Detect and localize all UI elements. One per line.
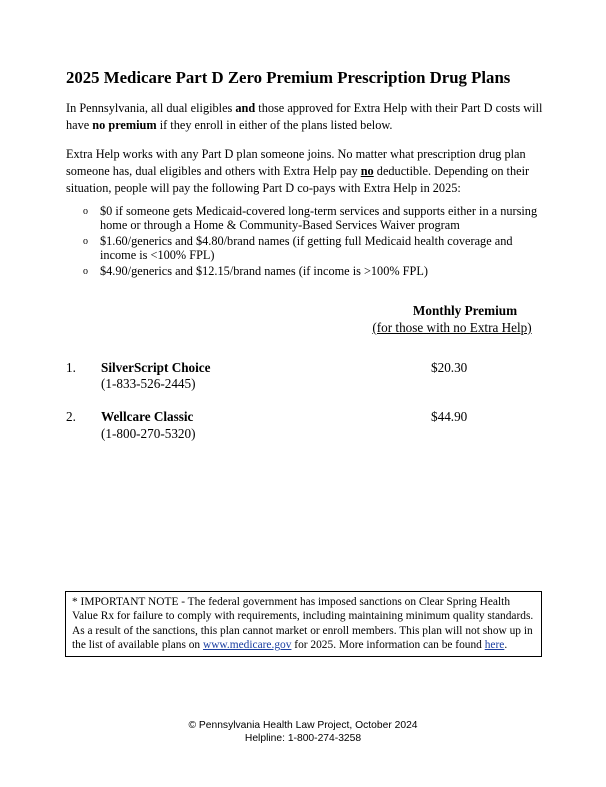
important-note-box: * IMPORTANT NOTE - The federal government has imposed sanctions on Clear Spring Health Value Rx for failure to comply with requirements, including maintaining minimum quality standards. As a result of the sanctions, this plan cannot market or enroll members. This plan will not show up in the list of available plans on www.medicare.gov for 2025. More information can be found here.: [65, 591, 542, 657]
plan-phone: (1-800-270-5320): [101, 426, 196, 441]
plan-number: 2.: [66, 409, 76, 424]
footer: [0, 720, 606, 745]
plan-name: Wellcare Classic: [101, 409, 194, 424]
list-item: o $4.90/generics and $12.15/brand names (if income is >100% FPL): [83, 264, 428, 278]
bullet-circle-icon: o: [83, 206, 88, 217]
intro-paragraph: In Pennsylvania, all dual eligibles and those approved for Extra Help with their Part D costs will have no premium if they enroll in either of the plans listed below.: [66, 101, 543, 132]
plan-premium: $44.90: [431, 409, 468, 424]
bullet-circle-icon: o: [83, 236, 88, 247]
plan-number: 1.: [66, 360, 76, 375]
extra-help-paragraph: Extra Help works with any Part D plan someone joins. No matter what prescription drug plan someone has, dual eligibles and others with Extra Help pay no deductible. Depending on their situation, people will pay the following Part D co-pays with Extra Help in 2025:: [66, 147, 530, 195]
premium-column-subheader: (for those with no Extra Help): [372, 320, 532, 335]
plan-premium: $20.30: [431, 360, 468, 375]
helpline: Helpline: 1-800-274-3258: [244, 732, 362, 744]
copay-list: [66, 205, 546, 282]
medicare-gov-link[interactable]: www.medicare.gov: [202, 639, 292, 652]
page-title: 2025 Medicare Part D Zero Premium Prescription Drug Plans: [66, 68, 511, 87]
more-info-link[interactable]: here: [484, 639, 505, 652]
plan-name: SilverScript Choice: [101, 360, 211, 375]
list-item: o $0 if someone gets Medicaid-covered long-term services and supports either in a nursing home or through a Home & Community-Based Services Waiver program: [83, 204, 538, 232]
copyright-line: © Pennsylvania Health Law Project, October 2024: [188, 720, 418, 731]
list-item: o $1.60/generics and $4.80/brand names (if getting full Medicaid health coverage and income is <100% FPL): [83, 234, 513, 262]
plan-phone: (1-833-526-2445): [101, 376, 196, 391]
bullet-circle-icon: o: [83, 266, 88, 277]
premium-column-header: Monthly Premium: [412, 303, 518, 318]
